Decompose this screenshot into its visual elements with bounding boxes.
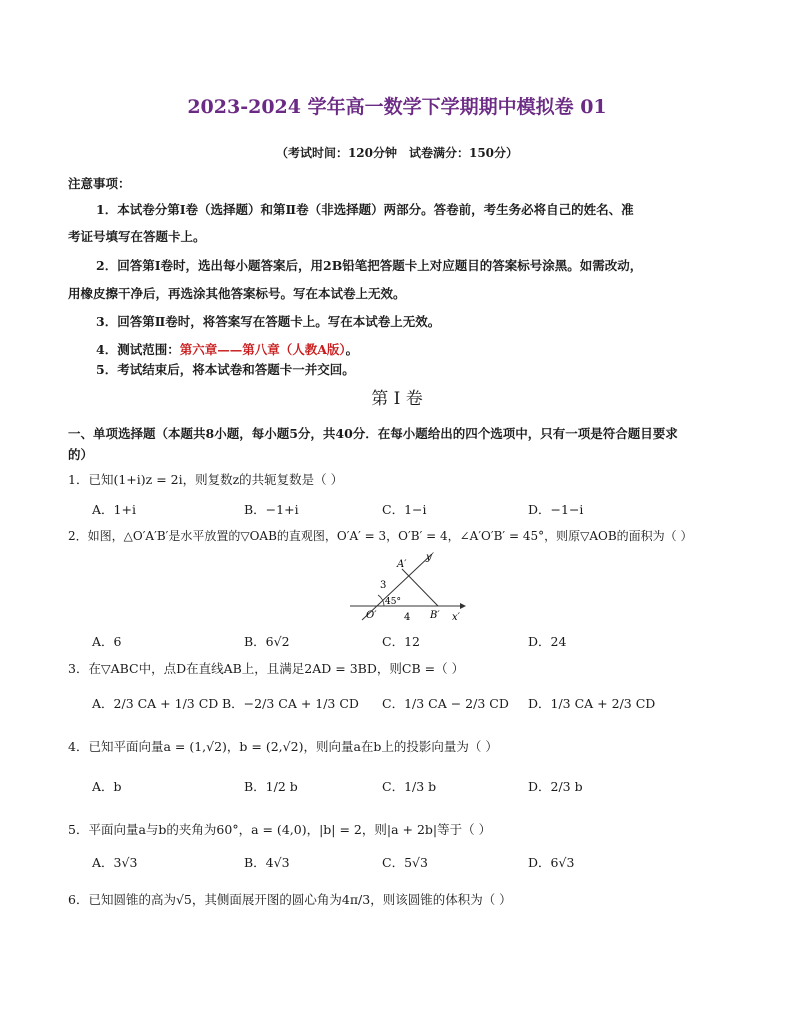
question-4-stem: 4．已知平面向量a = (1,√2)，b = (2,√2)，则向量a在b上的投影向量为（ ） bbox=[68, 739, 498, 754]
q4-option-c: C．1/3 b bbox=[382, 779, 437, 794]
q5-option-b: B．4√3 bbox=[244, 855, 290, 870]
note-5: 5．考试结束后，将本试卷和答题卡一并交回。 bbox=[96, 362, 355, 377]
origin-label: O′ bbox=[366, 610, 377, 621]
q3-option-a: A．2/3 CA + 1/3 CD bbox=[92, 696, 219, 711]
question-5-stem: 5．平面向量a与b的夹角为60°，a = (4,0)，|b| = 2，则|a + 2b|等于（ ） bbox=[68, 822, 492, 837]
note-1-line-1: 1．本试卷分第Ⅰ卷（选择题）和第Ⅱ卷（非选择题）两部分。答卷前，考生务必将自己的姓名、准 bbox=[96, 202, 634, 217]
q4-option-b: B．1/2 b bbox=[244, 779, 298, 794]
note-2-line-1: 2．回答第Ⅰ卷时，选出每小题答案后，用2B铅笔把答题卡上对应题目的答案标号涂黑。如需改动， bbox=[96, 258, 643, 273]
q4-option-a: A．b bbox=[92, 779, 122, 794]
q5-option-a: A．3√3 bbox=[92, 855, 138, 870]
question-1-stem: 1．已知(1+i)z = 2i，则复数z的共轭复数是（ ） bbox=[68, 472, 344, 487]
q1-option-d: D．−1−i bbox=[528, 502, 584, 517]
side-ob-label: 4 bbox=[404, 612, 411, 623]
page-title: 2023-2024 学年高一数学下学期期中模拟卷 01 bbox=[187, 96, 607, 118]
note-3: 3．回答第Ⅱ卷时，将答案写在答题卡上。写在本试卷上无效。 bbox=[96, 314, 441, 329]
q5-option-c: C．5√3 bbox=[382, 855, 428, 870]
q5-option-d: D．6√3 bbox=[528, 855, 575, 870]
q2-option-d: D．24 bbox=[528, 634, 567, 649]
point-a-label: A′ bbox=[397, 559, 407, 570]
question-2-stem: 2．如图，△O′A′B′是水平放置的▽OAB的直观图，O′A′ = 3，O′B′ = 4，∠A′O′B′ = 45°，则原▽AOB的面积为（ ） bbox=[68, 529, 693, 543]
q1-option-c: C．1−i bbox=[382, 502, 427, 517]
q3-option-c: C．1/3 CA − 2/3 CD bbox=[382, 696, 509, 711]
q3-option-d: D．1/3 CA + 2/3 CD bbox=[528, 696, 656, 711]
notes-heading: 注意事项： bbox=[68, 176, 131, 191]
q3-option-b: B．−2/3 CA + 1/3 CD bbox=[222, 696, 359, 711]
question-3-stem: 3．在▽ABC中，点D在直线AB上，且满足2AD = 3BD，则CB =（ ） bbox=[68, 661, 465, 676]
question-6-stem: 6．已知圆锥的高为√5，其侧面展开图的圆心角为4π/3，则该圆锥的体积为（ ） bbox=[68, 892, 512, 907]
note-1-line-2: 考证号填写在答题卡上。 bbox=[68, 229, 206, 244]
note-4-range: 第六章——第八章（人教A版） bbox=[179, 342, 346, 357]
q2-option-a: A．6 bbox=[92, 634, 122, 649]
y-axis-label: y′ bbox=[426, 552, 434, 563]
q2-option-b: B．6√2 bbox=[244, 634, 290, 649]
q2-option-c: C．12 bbox=[382, 634, 420, 649]
note-2-line-2: 用橡皮擦干净后，再选涂其他答案标号。写在本试卷上无效。 bbox=[68, 286, 406, 301]
part-one-line-1: 一、单项选择题（本题共8小题，每小题5分，共40分．在每小题给出的四个选项中，只有一项是符合题目要求 bbox=[68, 426, 678, 441]
note-4 bbox=[96, 340, 358, 358]
segment-ab bbox=[402, 569, 438, 606]
note-4-prefix: 4．测试范围： bbox=[96, 342, 180, 357]
q1-option-b: B．−1+i bbox=[244, 502, 299, 517]
side-oa-label: 3 bbox=[380, 580, 387, 591]
x-axis-arrow bbox=[460, 603, 466, 609]
point-b-label: B′ bbox=[430, 610, 440, 621]
q1-option-a: A．1+i bbox=[92, 502, 136, 517]
x-axis-label: x′ bbox=[452, 612, 460, 623]
angle-label: 45° bbox=[385, 597, 401, 607]
q2-figure bbox=[340, 548, 470, 630]
note-4-suffix: 。 bbox=[345, 342, 359, 357]
exam-info: （考试时间：120分钟 试卷满分：150分） bbox=[275, 146, 519, 160]
q4-option-d: D．2/3 b bbox=[528, 779, 583, 794]
part-one-line-2: 的） bbox=[68, 447, 94, 462]
section-title: 第 I 卷 bbox=[371, 389, 423, 409]
